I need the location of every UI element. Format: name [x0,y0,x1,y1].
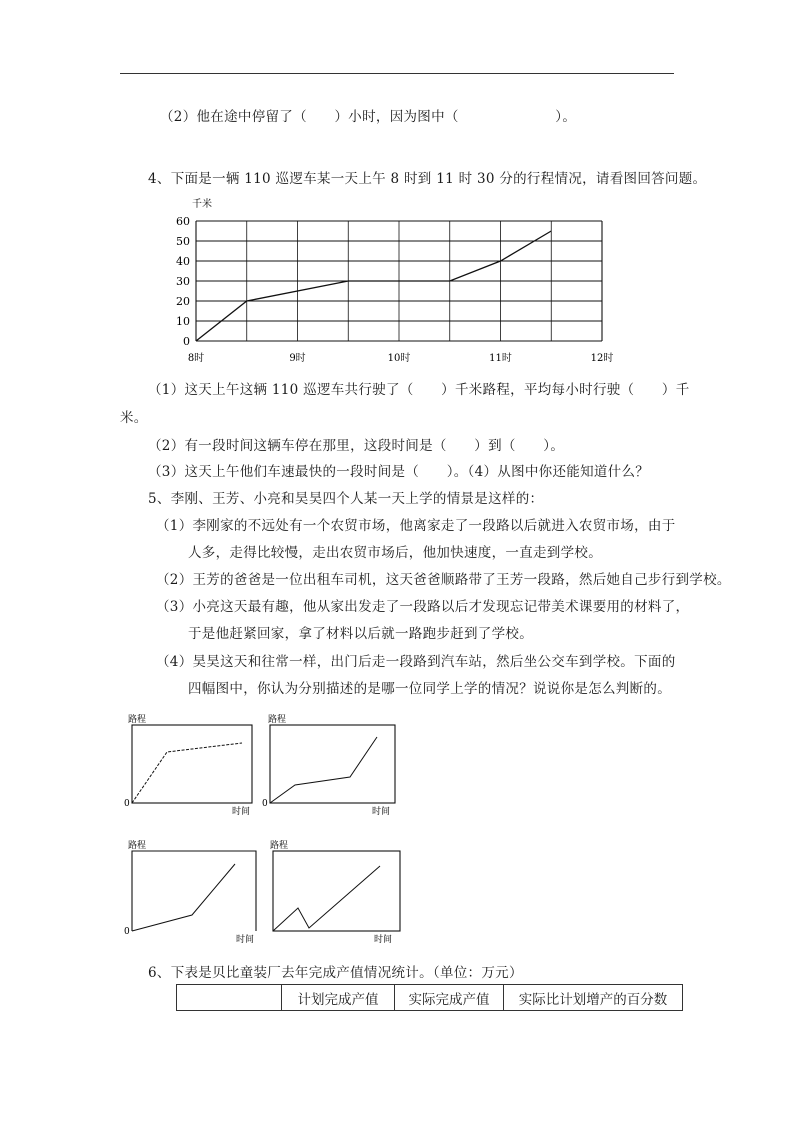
small-graph-1 [120,712,260,822]
q5-part4: （4）昊昊这天和往常一样，出门后走一段路到汽车站，然后坐公交车到学校。下面的 [156,654,676,670]
q4-part1-cont: 米。 [120,410,148,426]
q4-line-chart [160,195,640,370]
table-header-row [177,985,683,1011]
y-tick-label: 0 [183,335,190,348]
small-graph-1-ylabel: 路程 [128,715,147,725]
top-rule [120,73,674,74]
y-tick-label: 30 [176,275,190,288]
small-graph-2 [260,712,400,822]
q5-part1-cont: 人多，走得比较慢，走出农贸市场后，他加快速度，一直走到学校。 [188,545,602,561]
x-tick-label: 10时 [387,353,411,364]
small-graph-3-xlabel: 时间 [236,935,255,945]
q4-title: 4、下面是一辆 110 巡逻车某一天上午 8 时到 11 时 30 分的行程情况，请看图回答问题。 [148,171,707,187]
y-tick-label: 60 [176,215,190,228]
x-tick-label: 12时 [590,353,614,364]
q5-part3: （3）小亮这天最有趣，他从家出发走了一段路以后才发现忘记带美术课要用的材料了， [156,599,690,615]
small-graph-3 [120,838,260,948]
small-graph-2-line [270,737,377,803]
small-graph-3-frame [132,851,256,931]
q5-part3-cont: 于是他赶紧回家，拿了材料以后就一路跑步赶到了学校。 [188,626,533,642]
series-line [196,231,551,341]
small-graph-4 [262,838,402,948]
y-tick-label: 40 [176,255,190,268]
q5-part1: （1）李刚家的不远处有一个农贸市场，他离家走了一段路以后就进入农贸市场，由于 [156,518,676,534]
q4-part3: （3）这天上午他们车速最快的一段时间是（ ）。（4）从图中你还能知道什么？ [148,464,650,480]
small-graph-2-ylabel: 路程 [268,715,287,725]
q4-part1: （1）这天上午这辆 110 巡逻车共行驶了（ ）千米路程，平均每小时行驶（ ）千 [148,382,690,398]
table-header-cell: 实际完成产值 [395,985,504,1011]
x-tick-label: 11时 [489,353,512,364]
small-graph-3-line [132,864,235,931]
small-graph-4-xlabel: 时间 [374,935,393,945]
x-tick-label: 9时 [289,353,306,364]
chart-y-label: 千米 [192,199,212,210]
q6-table [176,984,683,1011]
q6-title: 6、下表是贝比童装厂去年完成产值情况统计。（单位：万元） [148,965,523,981]
table-header-cell [177,985,282,1011]
table-header-cell: 计划完成产值 [282,985,395,1011]
y-tick-label: 20 [176,295,190,308]
small-graph-2-xlabel: 时间 [372,807,391,817]
small-graph-3-ylabel: 路程 [128,841,147,851]
small-graph-4-ylabel: 路程 [270,841,289,851]
small-graph-1-origin: 0 [124,799,130,809]
q5-part4-cont: 四幅图中，你认为分别描述的是哪一位同学上学的情况？说说你是怎么判断的。 [188,681,671,697]
q5-part2: （2）王芳的爸爸是一位出租车司机，这天爸爸顺路带了王芳一段路，然后她自己步行到学校。 [156,572,731,588]
q3-part2: （2）他在途中停留了（ ）小时，因为图中（ ）。 [160,109,577,125]
small-graph-1-xlabel: 时间 [232,807,251,817]
x-tick-label: 8时 [187,353,205,364]
table-header-cell: 实际比计划增产的百分数 [504,985,683,1011]
y-tick-label: 50 [176,235,190,248]
small-graph-4-line [273,866,380,931]
q5-title: 5、李刚、王芳、小亮和昊昊四个人某一天上学的情景是这样的： [148,491,544,507]
small-graph-1-line [132,743,242,803]
y-tick-label: 10 [176,315,190,328]
q4-part2: （2）有一段时间这辆车停在那里，这段时间是（ ）到（ ）。 [148,438,565,454]
small-graph-2-origin: 0 [262,799,268,809]
small-graph-3-origin: 0 [124,927,130,937]
